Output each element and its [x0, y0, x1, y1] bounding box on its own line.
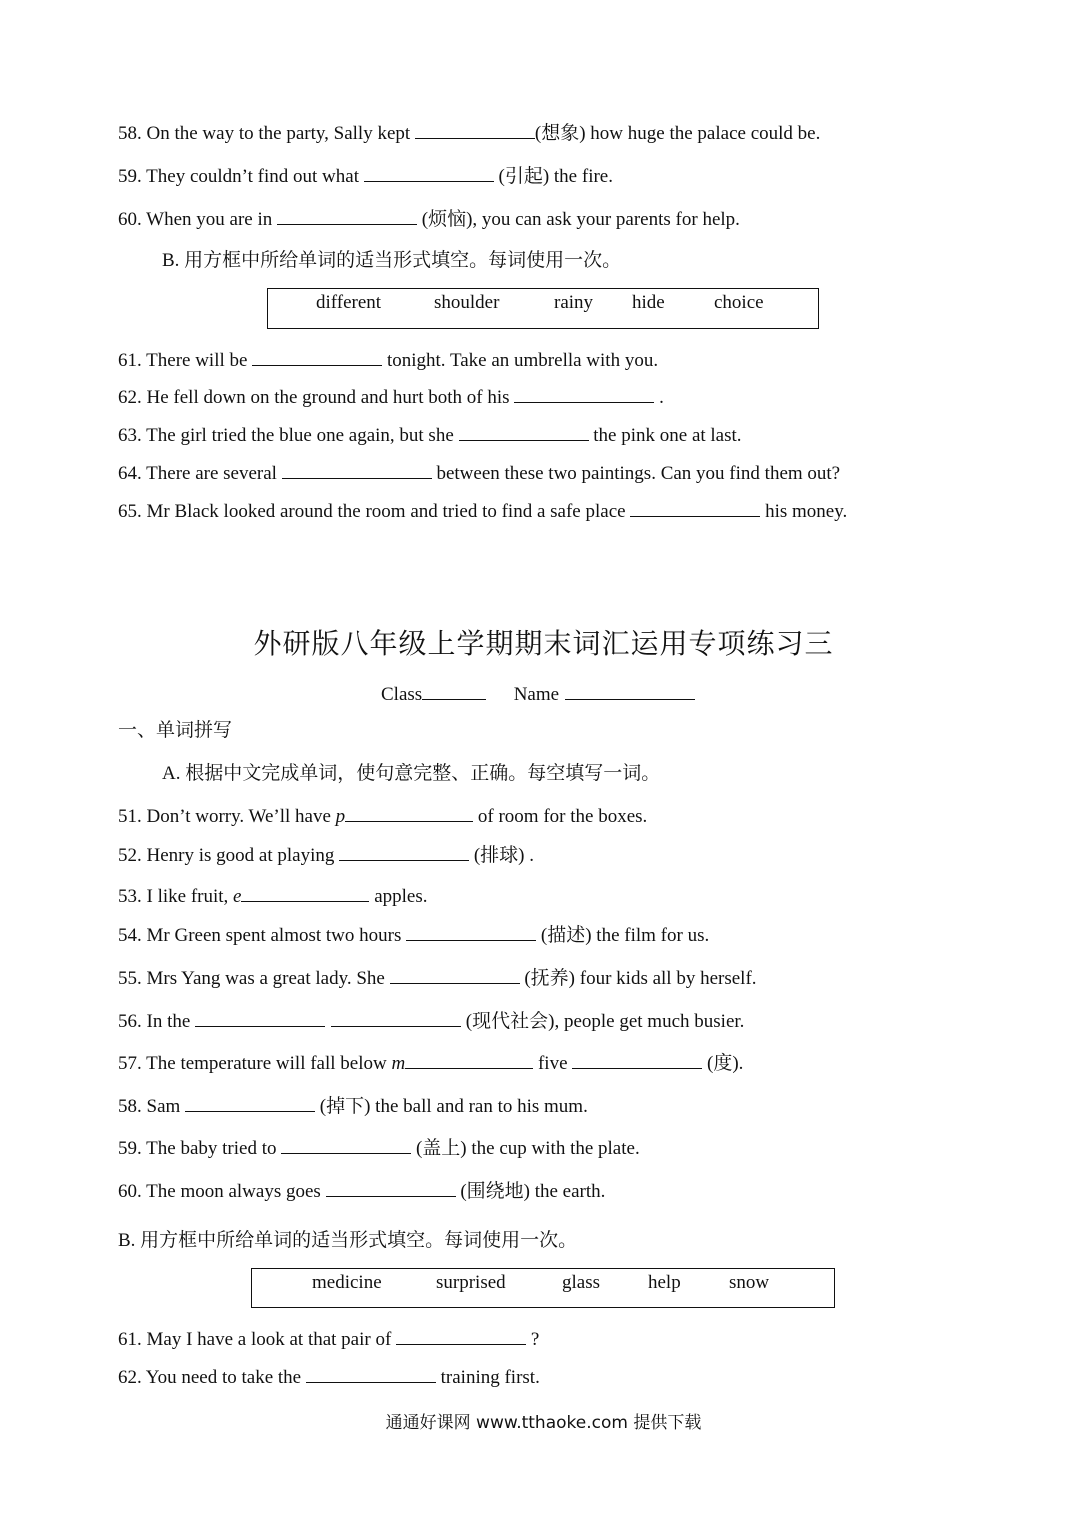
word-rainy: rainy — [554, 292, 594, 313]
question-61: 61. There will be tonight. Take an umbrella with you. — [118, 347, 658, 374]
question-59: 59. They couldn’t find out what (引起) the fire. — [118, 163, 613, 190]
answer-blank[interactable] — [281, 1135, 411, 1154]
section-b-instruction-2: B. 用方框中所给单词的适当形式填空。每词使用一次。 — [118, 1230, 578, 1251]
question-55: 55. Mrs Yang was a great lady. She (抚养) four kids all by herself. — [118, 965, 757, 992]
question-59b: 59. The baby tried to (盖上) the cup with the plate. — [118, 1135, 640, 1162]
answer-blank[interactable] — [331, 1008, 461, 1027]
word-glass: glass — [562, 1272, 600, 1293]
question-58b: 58. Sam (掉下) the ball and ran to his mum. — [118, 1093, 588, 1120]
answer-blank[interactable] — [241, 883, 369, 902]
section-b-instruction: B. 用方框中所给单词的适当形式填空。每词使用一次。 — [162, 250, 622, 271]
question-54: 54. Mr Green spent almost two hours (描述) the film for us. — [118, 922, 709, 949]
answer-blank[interactable] — [396, 1326, 526, 1345]
question-58: 58. On the way to the party, Sally kept (想象) how huge the palace could be. — [118, 120, 820, 147]
answer-blank[interactable] — [345, 803, 473, 822]
word-box — [267, 288, 819, 329]
word-box-2 — [251, 1268, 835, 1308]
answer-blank[interactable] — [459, 422, 589, 441]
question-62: 62. He fell down on the ground and hurt both of his . — [118, 384, 664, 411]
question-52: 52. Henry is good at playing (排球) . — [118, 842, 534, 869]
word-surprised: surprised — [436, 1272, 506, 1293]
answer-blank[interactable] — [572, 1050, 702, 1069]
word-choice: choice — [714, 292, 764, 313]
answer-blank[interactable] — [326, 1178, 456, 1197]
answer-blank[interactable] — [364, 163, 494, 182]
answer-blank[interactable] — [339, 842, 469, 861]
class-field[interactable] — [422, 681, 486, 700]
question-53: 53. I like fruit, e apples. — [118, 883, 428, 910]
worksheet-title: 外研版八年级上学期期末词汇运用专项练习三 — [253, 629, 834, 660]
question-60b: 60. The moon always goes (围绕地) the earth. — [118, 1178, 605, 1205]
question-61b: 61. May I have a look at that pair of ? — [118, 1326, 539, 1353]
question-57: 57. The temperature will fall below m five (度). — [118, 1050, 743, 1077]
question-51: 51. Don’t worry. We’ll have p of room for the boxes. — [118, 803, 647, 830]
word-shoulder: shoulder — [434, 292, 500, 313]
answer-blank[interactable] — [406, 922, 536, 941]
question-63: 63. The girl tried the blue one again, but she the pink one at last. — [118, 422, 742, 449]
answer-blank[interactable] — [282, 460, 432, 479]
answer-blank[interactable] — [514, 384, 654, 403]
name-field[interactable] — [565, 681, 695, 700]
footer-watermark: 通通好课网 www.tthaoke.com 提供下载 — [385, 1413, 702, 1433]
answer-blank[interactable] — [195, 1008, 325, 1027]
answer-blank[interactable] — [630, 498, 760, 517]
section-heading: 一、单词拼写 — [118, 720, 233, 741]
answer-blank[interactable] — [405, 1050, 533, 1069]
answer-blank[interactable] — [185, 1093, 315, 1112]
section-a-instruction: A. 根据中文完成单词，使句意完整、正确。每空填写一词。 — [162, 763, 661, 784]
question-60: 60. When you are in (烦恼), you can ask your parents for help. — [118, 206, 740, 233]
question-65: 65. Mr Black looked around the room and tried to find a safe place his money. — [118, 498, 847, 525]
question-62b: 62. You need to take the training first. — [118, 1364, 540, 1391]
answer-blank[interactable] — [277, 206, 417, 225]
word-hide: hide — [632, 292, 665, 313]
word-snow: snow — [729, 1272, 770, 1293]
word-different: different — [316, 292, 382, 313]
class-name-line: Class Name — [381, 681, 695, 706]
answer-blank[interactable] — [252, 347, 382, 366]
answer-blank[interactable] — [306, 1364, 436, 1383]
word-medicine: medicine — [312, 1272, 382, 1293]
question-56: 56. In the (现代社会), people get much busier. — [118, 1008, 744, 1035]
question-64: 64. There are several between these two paintings. Can you find them out? — [118, 460, 840, 487]
word-help: help — [648, 1272, 681, 1293]
answer-blank[interactable] — [390, 965, 520, 984]
answer-blank[interactable] — [415, 120, 535, 139]
